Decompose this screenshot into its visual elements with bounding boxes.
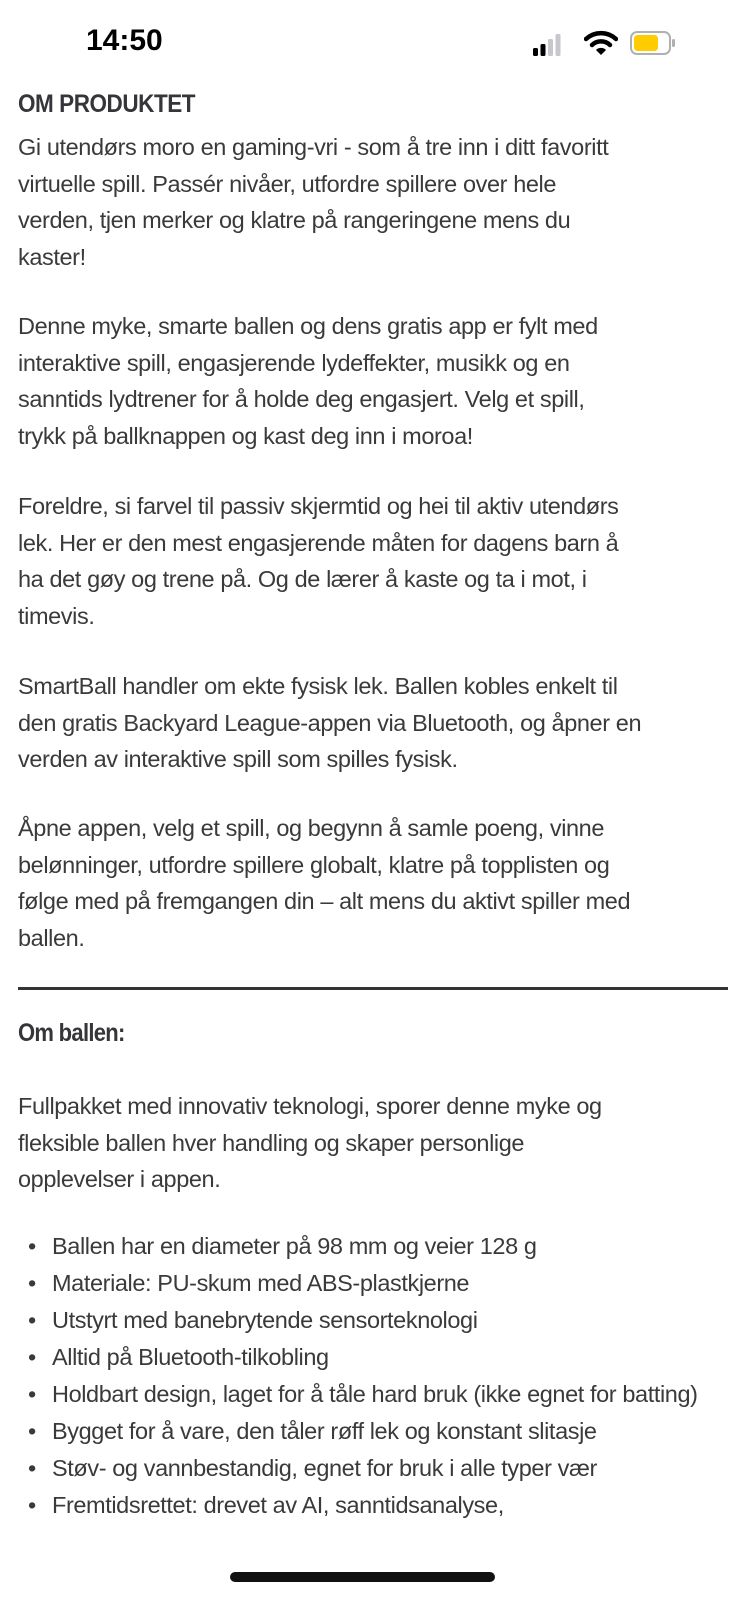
battery-icon (630, 31, 676, 55)
signal-icon (533, 34, 561, 56)
list-item: • Fremtidsrettet: drevet av AI, sanntidsanalyse, (28, 1492, 504, 1518)
paragraph: Foreldre, si farvel til passiv skjermtid og hei til aktiv utendørs lek. Her er den mest engasjerende måten for dagens barn å ha det gøy og trene på. Og de lærer å kaste og ta i mot, i timevis. (18, 493, 619, 629)
list-item: • Ballen har en diameter på 98 mm og veier 128 g (28, 1233, 537, 1259)
paragraph: Denne myke, smarte ballen og dens gratis app er fylt med interaktive spill, engasjerende lydeffekter, musikk og en sanntids lydtrener for å holde deg engasjert. Velg et spill, trykk på ballknappen og kast deg inn i moroa! (18, 313, 598, 449)
section-title-om-ballen: Om ballen: (18, 1019, 125, 1047)
list-item: • Alltid på Bluetooth-tilkobling (28, 1344, 329, 1370)
list-item: • Bygget for å vare, den tåler røff lek og konstant slitasje (28, 1418, 597, 1444)
section-title-om-produktet: OM PRODUKTET (18, 90, 196, 118)
list-item: • Støv- og vannbestandig, egnet for bruk i alle typer vær (28, 1455, 597, 1481)
paragraph: Gi utendørs moro en gaming-vri - som å tre inn i ditt favoritt virtuelle spill. Passér nivåer, utfordre spillere over hele verden, tjen merker og klatre på rangeringene mens du kaster! (18, 134, 609, 270)
paragraph: Åpne appen, velg et spill, og begynn å samle poeng, vinne belønninger, utfordre spillere globalt, klatre på topplisten og følge med på fremgangen din – alt mens du aktivt spiller med ballen. (18, 815, 631, 951)
home-indicator[interactable] (230, 1572, 495, 1582)
wifi-icon (584, 30, 618, 56)
list-item: • Holdbart design, laget for å tåle hard bruk (ikke egnet for batting) (28, 1381, 698, 1407)
paragraph: SmartBall handler om ekte fysisk lek. Ballen kobles enkelt til den gratis Backyard League-appen via Bluetooth, og åpner en verden av interaktive spill som spilles fysisk. (18, 673, 642, 772)
status-bar (0, 0, 740, 80)
status-time: 14:50 (86, 24, 163, 57)
intro-paragraph: Fullpakket med innovativ teknologi, sporer denne myke og fleksible ballen hver handling og skaper personlige opplevelser i appen. (18, 1093, 602, 1192)
list-item: • Materiale: PU-skum med ABS-plastkjerne (28, 1270, 470, 1296)
divider (18, 987, 728, 990)
feature-list (18, 1228, 728, 1524)
list-item: • Utstyrt med banebrytende sensorteknologi (28, 1307, 478, 1333)
